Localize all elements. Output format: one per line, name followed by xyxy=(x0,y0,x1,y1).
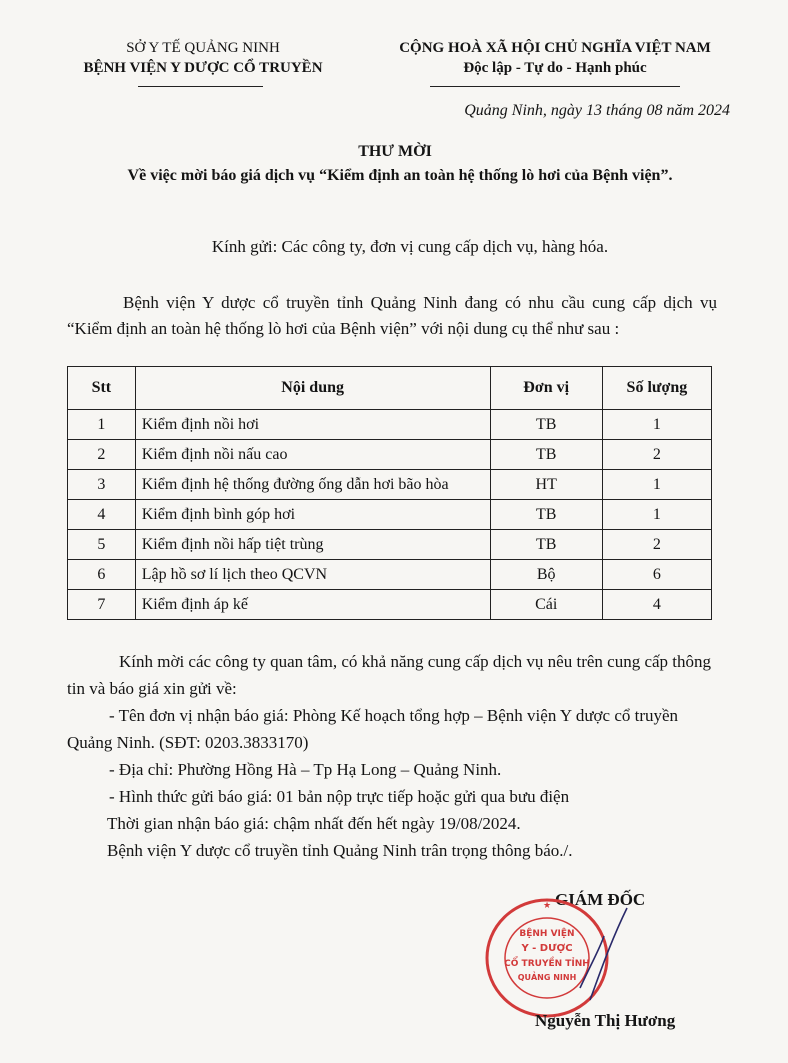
org-name: BỆNH VIỆN Y DƯỢC CỔ TRUYỀN xyxy=(83,60,323,76)
cell-unit: Cái xyxy=(490,590,602,620)
cell-content: Kiểm định áp kế xyxy=(135,590,490,620)
cell-unit: Bộ xyxy=(490,560,602,590)
address-item: - Địa chỉ: Phường Hồng Hà – Tp Hạ Long – Quảng Ninh. xyxy=(109,760,502,779)
service-table xyxy=(67,366,712,620)
closing-line: Bệnh viện Y dược cổ truyền tỉnh Quảng Ninh trân trọng thông báo./. xyxy=(107,841,573,860)
cell-quantity: 6 xyxy=(602,560,711,590)
cell-quantity: 1 xyxy=(602,500,711,530)
cell-quantity: 2 xyxy=(602,440,711,470)
table-row xyxy=(68,500,712,530)
stamp-line-3: CỔ TRUYỀN TỈNH xyxy=(504,959,590,969)
cell-content: Kiểm định nồi nấu cao xyxy=(135,440,490,470)
table-row xyxy=(68,440,712,470)
cell-quantity: 1 xyxy=(602,410,711,440)
recipient-unit-item: - Tên đơn vị nhận báo giá: Phòng Kế hoạch tổng hợp – Bệnh viện Y dược cổ truyền Quảng Ninh. (SĐT: 0203.3833170) xyxy=(67,706,679,752)
letter-body xyxy=(67,648,717,864)
issuing-organization xyxy=(58,38,348,78)
table-row xyxy=(68,530,712,560)
intro-paragraph: Bệnh viện Y dược cổ truyền tỉnh Quảng Ninh đang có nhu cầu cung cấp dịch vụ “Kiểm định an toàn hệ thống lò hơi của Bệnh viện” với nội dung cụ thể như sau : xyxy=(67,293,717,338)
date-line: Quảng Ninh, ngày 13 tháng 08 năm 2024 xyxy=(464,102,730,119)
org-parent: SỞ Y TẾ QUẢNG NINH xyxy=(126,40,280,56)
table-row xyxy=(68,590,712,620)
cell-content: Kiểm định nồi hấp tiệt trùng xyxy=(135,530,490,560)
header-content: Nội dung xyxy=(135,367,490,410)
cell-quantity: 2 xyxy=(602,530,711,560)
cell-stt: 2 xyxy=(68,440,136,470)
submission-method-item: - Hình thức gửi báo giá: 01 bản nộp trực tiếp hoặc gửi qua bưu điện xyxy=(109,787,570,806)
svg-text:★: ★ xyxy=(542,901,552,911)
signatory-name: Nguyễn Thị Hương xyxy=(535,1011,676,1030)
cell-content: Lập hồ sơ lí lịch theo QCVN xyxy=(135,560,490,590)
table-header-row xyxy=(68,367,712,410)
cell-stt: 6 xyxy=(68,560,136,590)
cell-unit: TB xyxy=(490,530,602,560)
official-seal-icon xyxy=(482,888,632,1028)
cell-unit: HT xyxy=(490,470,602,500)
header-stt: Stt xyxy=(68,367,136,410)
cell-stt: 3 xyxy=(68,470,136,500)
motto: Độc lập - Tự do - Hạnh phúc xyxy=(463,60,647,76)
header-quantity: Số lượng xyxy=(602,367,711,410)
stamp-line-4: QUẢNG NINH xyxy=(517,973,577,982)
cell-unit: TB xyxy=(490,440,602,470)
header-unit: Đơn vị xyxy=(490,367,602,410)
cell-unit: TB xyxy=(490,410,602,440)
org-underline xyxy=(138,86,263,87)
document-subtitle: Về việc mời báo giá dịch vụ “Kiểm định an toàn hệ thống lò hơi của Bệnh viện”. xyxy=(127,167,673,184)
table-row xyxy=(68,410,712,440)
stamp-line-2: Y - DƯỢC xyxy=(521,943,573,954)
cell-stt: 5 xyxy=(68,530,136,560)
deadline-line: Thời gian nhận báo giá: chậm nhất đến hết ngày 19/08/2024. xyxy=(107,814,521,833)
recipient-line: Kính gửi: Các công ty, đơn vị cung cấp dịch vụ, hàng hóa. xyxy=(211,237,609,256)
cell-quantity: 1 xyxy=(602,470,711,500)
motto-underline xyxy=(430,86,680,87)
table-row xyxy=(68,560,712,590)
cell-content: Kiểm định hệ thống đường ống dẫn hơi bão hòa xyxy=(135,470,490,500)
cell-stt: 4 xyxy=(68,500,136,530)
cell-content: Kiểm định nồi hơi xyxy=(135,410,490,440)
table-row xyxy=(68,470,712,500)
national-motto xyxy=(355,38,755,78)
stamp-line-1: BỆNH VIỆN xyxy=(519,929,575,939)
invitation-paragraph: Kính mời các công ty quan tâm, có khả năng cung cấp dịch vụ nêu trên cung cấp thông tin và báo giá xin gửi về: xyxy=(67,652,712,698)
document-title: THƯ MỜI xyxy=(358,143,432,160)
cell-quantity: 4 xyxy=(602,590,711,620)
cell-unit: TB xyxy=(490,500,602,530)
cell-content: Kiểm định bình góp hơi xyxy=(135,500,490,530)
country-name: CỘNG HOÀ XÃ HỘI CHỦ NGHĨA VIỆT NAM xyxy=(399,40,711,56)
signatory-title: GIÁM ĐỐC xyxy=(555,890,646,909)
cell-stt: 1 xyxy=(68,410,136,440)
cell-stt: 7 xyxy=(68,590,136,620)
